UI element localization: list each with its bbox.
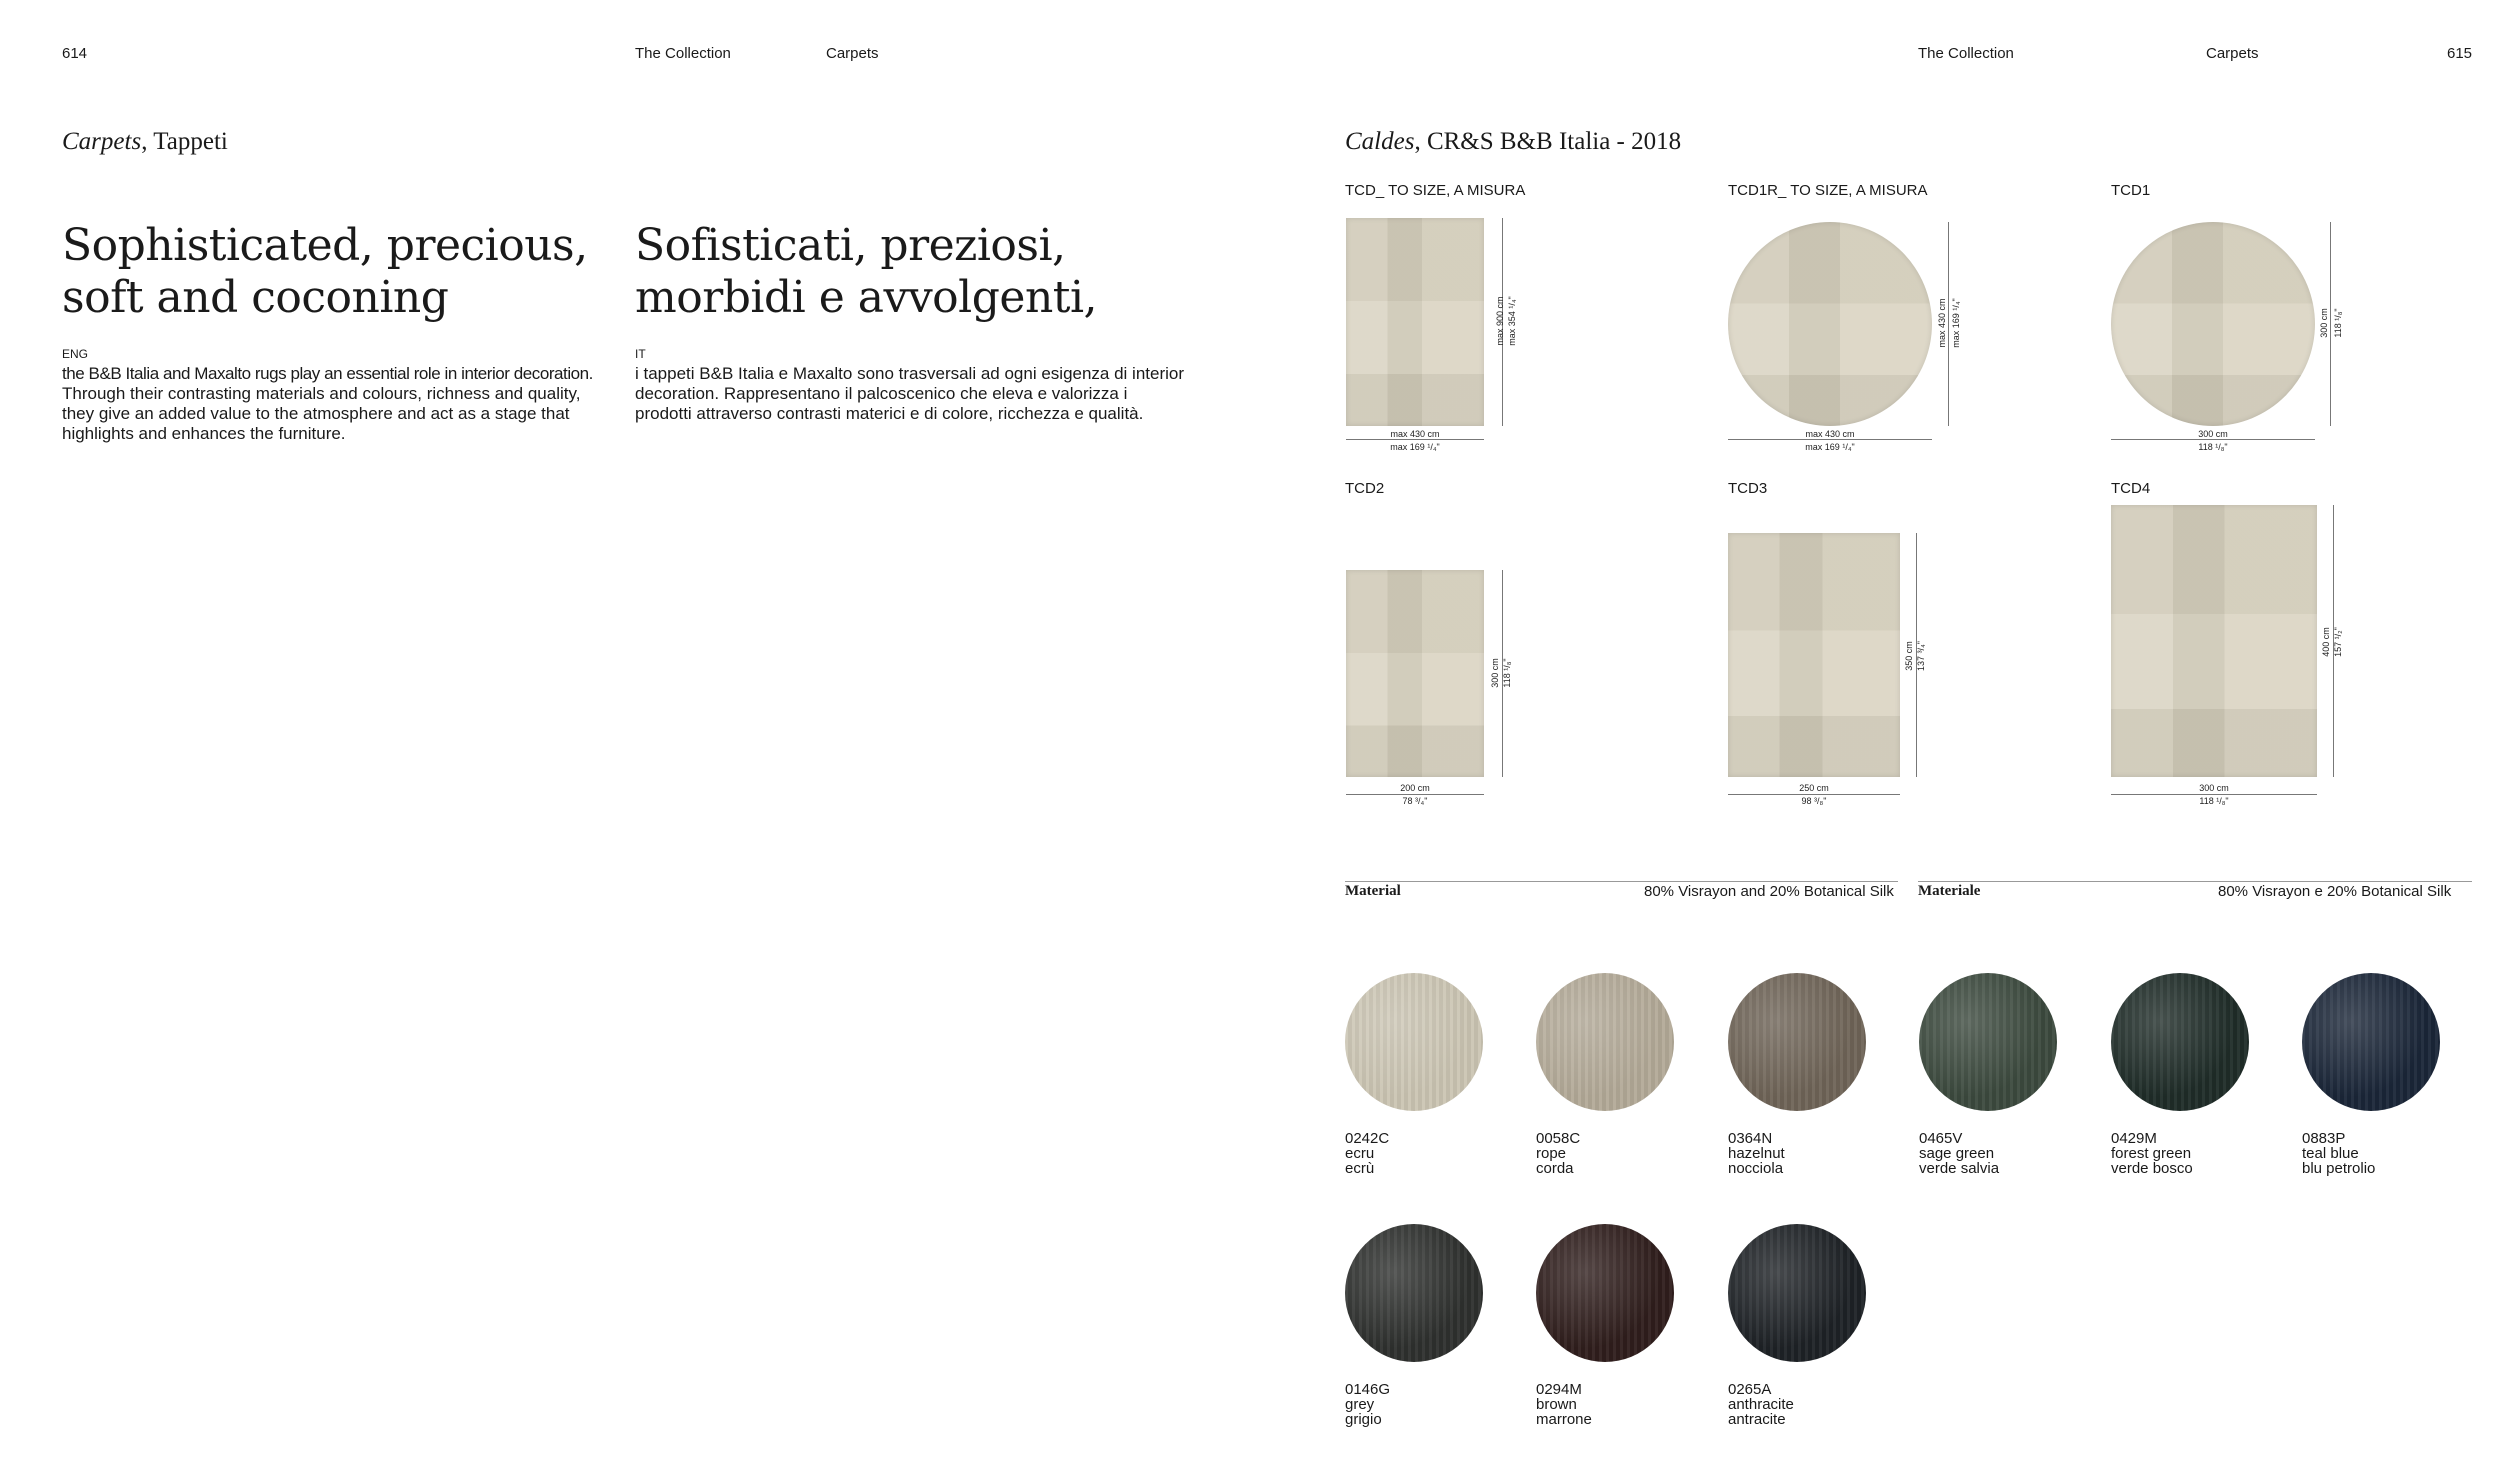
swatch-0146g	[1345, 1224, 1483, 1362]
swatch-name-en: brown	[1536, 1396, 1577, 1413]
swatch-name-it: grigio	[1345, 1411, 1382, 1428]
swatch-name-it: ecrù	[1345, 1160, 1375, 1177]
swatch-name-it: corda	[1536, 1160, 1574, 1177]
swatch-code: 0364N	[1728, 1130, 1773, 1147]
swatch-name-en: teal blue	[2302, 1145, 2359, 1162]
swatch-code: 0883P	[2302, 1130, 2346, 1147]
dim-line-h-tcd1r	[1728, 439, 1932, 440]
swatch-name-en: forest green	[2111, 1145, 2192, 1162]
material-rule-en	[1345, 881, 1898, 882]
dim-h-cm-tcd2: 200 cm	[1400, 783, 1430, 793]
dim-v-in-tcd3: 137 ³/₄"	[1916, 641, 1926, 671]
swatch-name-it: nocciola	[1728, 1160, 1784, 1177]
swatch-0883p	[2302, 973, 2440, 1111]
lang-eng: ENG	[62, 347, 89, 361]
swatch-code: 0265A	[1728, 1381, 1772, 1398]
rug-image-tcd1r	[1728, 222, 1932, 426]
swatch-name-en: sage green	[1919, 1145, 1995, 1162]
material-value-en: 80% Visrayon and 20% Botanical Silk	[1644, 883, 1894, 900]
dim-v-in-tcd4: 157 ¹/₂"	[2333, 627, 2343, 657]
dim-line-h-tcd	[1346, 439, 1484, 440]
dim-h-cm-tcd1: 300 cm	[2198, 429, 2228, 439]
rug-label-tcd3: TCD3	[1728, 480, 1768, 497]
headline-eng-line1: Sophisticated, precious,	[62, 220, 588, 271]
dim-line-h-tcd4	[2111, 794, 2317, 795]
rug-image-tcd	[1346, 218, 1484, 426]
swatch-0058c-text	[1536, 1131, 1580, 1176]
dim-v-cm-tcd2: 300 cm	[1490, 658, 1500, 688]
swatch-0465v	[1919, 973, 2057, 1111]
dim-h-cm-tcd: max 430 cm	[1390, 429, 1440, 439]
dim-line-h-tcd3	[1728, 794, 1900, 795]
page-number-right: 615	[2447, 45, 2473, 62]
body-eng-line1: the B&B Italia and Maxalto rugs play an essential role in interior decoration.	[62, 364, 593, 383]
dim-line-v-tcd1	[2330, 222, 2331, 426]
left-page-title	[62, 128, 228, 156]
headline-it-line1: Sofisticati, preziosi,	[635, 220, 1066, 271]
dim-h-in-tcd1r: max 169 ¹/₄"	[1805, 442, 1855, 452]
swatch-name-it: verde bosco	[2111, 1160, 2193, 1177]
swatch-code: 0146G	[1345, 1381, 1391, 1398]
dim-line-v-tcd1r	[1948, 222, 1949, 426]
body-eng-line4: highlights and enhances the furniture.	[62, 424, 346, 443]
title-italic: Carpets	[62, 128, 142, 155]
dim-v-cm-tcd: max 900 cm	[1495, 296, 1505, 346]
collection-title-rest: , CR&S B&B Italia - 2018	[1414, 128, 1682, 155]
rug-image-tcd2	[1346, 570, 1484, 777]
rug-label-tcd2: TCD2	[1345, 480, 1385, 497]
body-it	[635, 364, 1195, 424]
body-it-line2: decoration. Rappresentano il palcoscenico che eleva e valorizza i	[635, 384, 1128, 403]
swatch-code: 0294M	[1536, 1381, 1582, 1398]
swatch-name-en: ecru	[1345, 1145, 1375, 1162]
material-rule-it	[1918, 881, 2472, 882]
dim-v-cm-tcd4: 400 cm	[2321, 627, 2331, 657]
headline-it	[635, 220, 1195, 324]
swatch-0364n	[1728, 973, 1866, 1111]
dim-v-in-tcd: max 354 ¹/₄"	[1507, 296, 1517, 346]
swatch-name-en: hazelnut	[1728, 1145, 1785, 1162]
swatch-0294m	[1536, 1224, 1674, 1362]
header-section-left: The Collection	[635, 45, 731, 62]
rug-image-tcd1	[2111, 222, 2315, 426]
dim-h-cm-tcd4: 300 cm	[2199, 783, 2229, 793]
dim-line-h-tcd2	[1346, 794, 1484, 795]
swatch-name-en: grey	[1345, 1396, 1375, 1413]
rug-image-tcd4	[2111, 505, 2317, 777]
title-rest: , Tappeti	[141, 128, 228, 155]
header-category-right: Carpets	[2206, 45, 2259, 62]
rug-label-tcd1r: TCD1R_ TO SIZE, A MISURA	[1728, 182, 1928, 199]
swatch-code: 0465V	[1919, 1130, 1963, 1147]
rug-image-tcd3	[1728, 533, 1900, 777]
swatch-name-it: verde salvia	[1919, 1160, 2000, 1177]
swatch-name-it: antracite	[1728, 1411, 1786, 1428]
dim-v-cm-tcd1: 300 cm	[2319, 308, 2329, 338]
swatch-0429m-text	[2111, 1131, 2193, 1176]
header-section-right: The Collection	[1918, 45, 2014, 62]
dim-v-in-tcd2: 118 ¹/₈"	[1502, 658, 1512, 688]
headline-eng-line2: soft and coconing	[62, 272, 449, 323]
swatch-code: 0429M	[2111, 1130, 2157, 1147]
dim-h-in-tcd3: 98 ³/₈"	[1801, 796, 1827, 806]
dim-v-in-tcd1r: max 169 ¹/₄"	[1951, 298, 1961, 348]
rug-label-tcd1: TCD1	[2111, 182, 2151, 199]
body-it-line1: i tappeti B&B Italia e Maxalto sono trasversali ad ogni esigenza di interior	[635, 364, 1185, 383]
material-label-en: Material	[1345, 883, 1401, 899]
swatch-name-en: rope	[1536, 1145, 1567, 1162]
collection-title-italic: Caldes	[1345, 128, 1415, 155]
dim-h-in-tcd2: 78 ³/₄"	[1402, 796, 1428, 806]
material-label-it: Materiale	[1918, 883, 1981, 899]
lang-it: IT	[635, 347, 646, 361]
swatch-0465v-text	[1919, 1131, 1999, 1176]
rug-label-tcd4: TCD4	[2111, 480, 2151, 497]
swatch-0146g-text	[1345, 1382, 1390, 1427]
body-eng-line2: Through their contrasting materials and colours, richness and quality,	[62, 384, 581, 403]
right-page-title	[1345, 128, 1681, 156]
swatch-0364n-text	[1728, 1131, 1785, 1176]
rug-label-tcd: TCD_ TO SIZE, A MISURA	[1345, 182, 1526, 199]
swatch-name-it: marrone	[1536, 1411, 1592, 1428]
dim-h-in-tcd: max 169 ¹/₄"	[1390, 442, 1440, 452]
swatch-code: 0058C	[1536, 1130, 1581, 1147]
dim-v-cm-tcd3: 350 cm	[1904, 641, 1914, 671]
swatch-0429m	[2111, 973, 2249, 1111]
swatch-0265a	[1728, 1224, 1866, 1362]
swatch-code: 0242C	[1345, 1130, 1390, 1147]
swatch-0242c	[1345, 973, 1483, 1111]
swatch-0294m-text	[1536, 1382, 1592, 1427]
page-number-left: 614	[62, 45, 88, 62]
headline-eng	[62, 220, 622, 324]
dim-h-in-tcd1: 118 ¹/₈"	[2198, 442, 2228, 452]
dim-h-cm-tcd3: 250 cm	[1799, 783, 1829, 793]
dim-v-in-tcd1: 118 ¹/₈"	[2333, 308, 2343, 338]
swatch-name-en: anthracite	[1728, 1396, 1794, 1413]
swatch-0058c	[1536, 973, 1674, 1111]
swatch-0883p-text	[2302, 1131, 2375, 1176]
headline-it-line2: morbidi e avvolgenti,	[635, 272, 1098, 323]
header-category-left: Carpets	[826, 45, 879, 62]
swatch-name-it: blu petrolio	[2302, 1160, 2376, 1177]
dim-h-in-tcd4: 118 ¹/₈"	[2199, 796, 2229, 806]
body-eng-line3: they give an added value to the atmosphere and act as a stage that	[62, 404, 570, 423]
body-it-line3: prodotti attraverso contrasti materici e di colore, ricchezza e qualità.	[635, 404, 1144, 423]
swatch-0242c-text	[1345, 1131, 1389, 1176]
material-value-it: 80% Visrayon e 20% Botanical Silk	[2218, 883, 2452, 900]
dim-h-cm-tcd1r: max 430 cm	[1805, 429, 1855, 439]
swatch-0265a-text	[1728, 1382, 1794, 1427]
body-eng	[62, 364, 622, 444]
dim-line-h-tcd1	[2111, 439, 2315, 440]
dim-v-cm-tcd1r: max 430 cm	[1937, 298, 1947, 348]
